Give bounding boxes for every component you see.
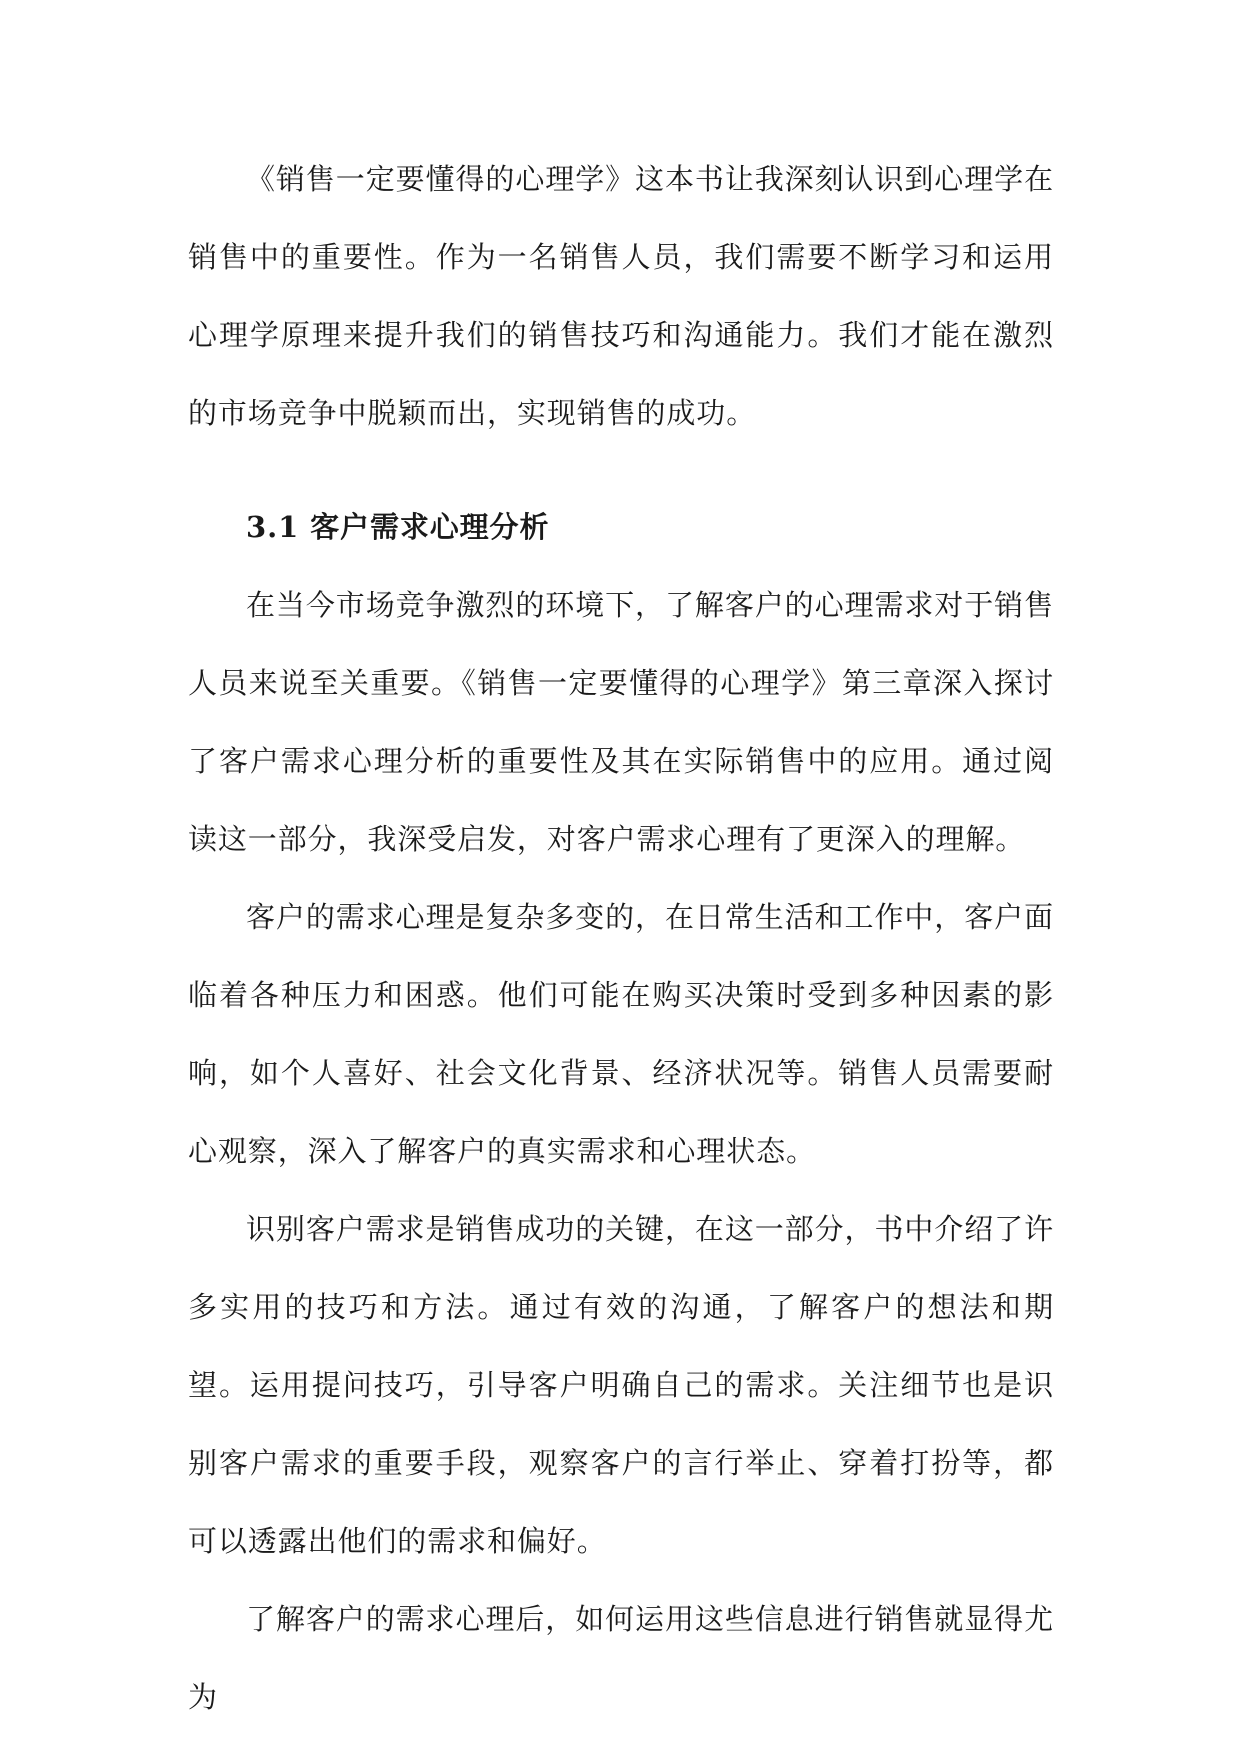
document-body bbox=[188, 140, 1054, 1736]
paragraph-4: 了解客户的需求心理后，如何运用这些信息进行销售就显得尤为 bbox=[188, 1602, 1054, 1714]
section-heading: 3.1 客户需求心理分析 bbox=[246, 510, 550, 544]
paragraph-1: 在当今市场竞争激烈的环境下，了解客户的心理需求对于销售人员来说至关重要。《销售一定要懂得的心理学》第三章深入探讨了客户需求心理分析的重要性及其在实际销售中的应用。通过阅读这一部分，我深受启发，对客户需求心理有了更深入的理解。 bbox=[188, 588, 1054, 856]
paragraph-3: 识别客户需求是销售成功的关键，在这一部分，书中介绍了许多实用的技巧和方法。通过有效的沟通，了解客户的想法和期望。运用提问技巧，引导客户明确自己的需求。关注细节也是识别客户需求的重要手段，观察客户的言行举止、穿着打扮等，都可以透露出他们的需求和偏好。 bbox=[188, 1212, 1054, 1558]
paragraph-intro: 《销售一定要懂得的心理学》这本书让我深刻认识到心理学在销售中的重要性。作为一名销售人员，我们需要不断学习和运用心理学原理来提升我们的销售技巧和沟通能力。我们才能在激烈的市场竞争中脱颖而出，实现销售的成功。 bbox=[188, 162, 1054, 430]
paragraph-2: 客户的需求心理是复杂多变的，在日常生活和工作中，客户面临着各种压力和困惑。他们可能在购买决策时受到多种因素的影响，如个人喜好、社会文化背景、经济状况等。销售人员需要耐心观察，深入了解客户的真实需求和心理状态。 bbox=[188, 900, 1054, 1168]
